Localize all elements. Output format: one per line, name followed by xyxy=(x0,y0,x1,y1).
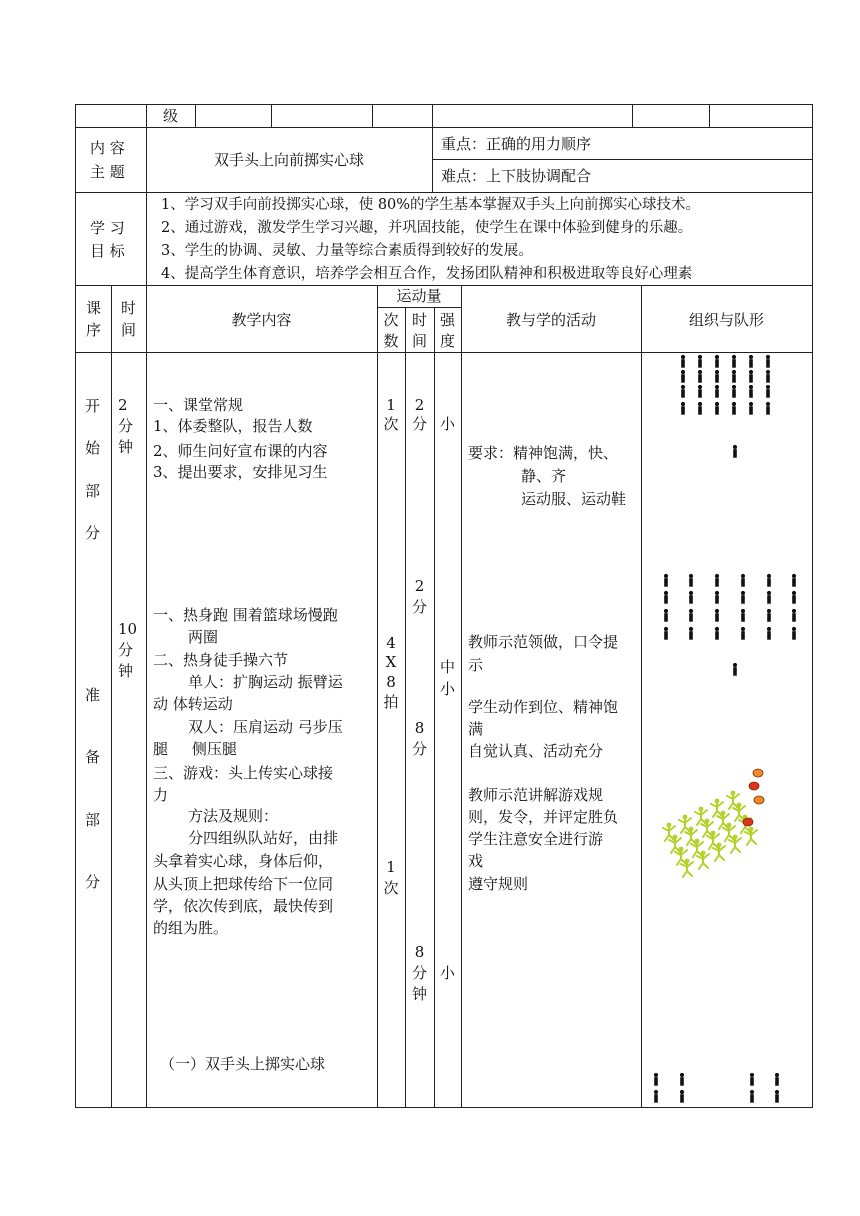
prep-content-line: 三、游戏：头上传实心球接 xyxy=(153,764,334,782)
objective-item: 4、提高学生体育意识，培养学会相互合作，发扬团队精神和积极进取等良好心理素 xyxy=(161,266,693,282)
table-rule xyxy=(271,104,272,127)
student-icon xyxy=(741,627,745,640)
start-content-line: 3、提出要求，安排见习生 xyxy=(153,463,328,481)
prep-part-char: 分 xyxy=(85,873,101,891)
student-icon xyxy=(766,355,770,368)
prep-content-line: 从头顶上把球传给下一位同 xyxy=(153,875,334,893)
teacher-icon xyxy=(733,663,737,676)
prep-time: 分 xyxy=(118,641,134,659)
prep-activity-line: 学生动作到位、精神饱 xyxy=(468,698,619,716)
header-duration-1: 时 xyxy=(411,311,427,329)
student-icon xyxy=(767,591,771,604)
table-rule xyxy=(377,307,461,308)
student-icon xyxy=(715,402,719,415)
prep-content-line: 单人：扩胸运动 振臂运 xyxy=(188,673,343,691)
header-intensity-2: 度 xyxy=(439,332,455,350)
header-organization: 组织与队形 xyxy=(688,311,764,329)
student-icon xyxy=(698,370,702,383)
prep-part-char: 备 xyxy=(85,748,101,766)
start-activity-line: 要求：精神饱满，快、 xyxy=(468,444,619,462)
table-rule xyxy=(75,104,813,105)
class-label: 级 xyxy=(163,107,179,125)
prep-content-line: 二、热身徒手操六节 xyxy=(153,651,289,669)
topic-label-line1: 内 容 xyxy=(90,139,125,157)
start-time: 钟 xyxy=(118,438,134,456)
prep-count: 拍 xyxy=(383,693,399,711)
prep-activity-line: 满 xyxy=(468,720,484,738)
main-formation xyxy=(654,1073,779,1103)
relay-game-formation xyxy=(663,769,764,877)
student-icon xyxy=(680,1073,684,1086)
student-icon xyxy=(715,591,719,604)
prep-count: 次 xyxy=(383,879,399,897)
start-part-char: 开 xyxy=(85,397,101,415)
table-rule xyxy=(432,159,813,160)
table-rule xyxy=(75,1107,813,1108)
start-part-char: 分 xyxy=(85,524,101,542)
student-icon xyxy=(654,1073,658,1086)
table-rule xyxy=(372,104,373,127)
prep-activity-line: 教师示范讲解游戏规 xyxy=(468,786,604,804)
student-icon xyxy=(741,609,745,622)
prep-activity-line: 遵守规则 xyxy=(468,875,529,893)
student-icon xyxy=(715,627,719,640)
prep-content-line: 分四组纵队站好，由排 xyxy=(188,829,339,847)
ball-icon xyxy=(743,818,753,826)
student-icon xyxy=(741,574,745,587)
topic-label-line2: 主 题 xyxy=(90,163,125,181)
student-icon xyxy=(766,385,770,398)
table-rule xyxy=(146,104,147,285)
start-content-line: 1、体委整队，报告人数 xyxy=(153,417,313,435)
student-icon xyxy=(664,627,668,640)
prep-content-line: 两圈 xyxy=(188,628,219,646)
start-duration: 2 xyxy=(414,396,425,414)
prep-duration: 分 xyxy=(411,740,427,758)
table-rule xyxy=(461,285,462,1107)
header-sequence-2: 序 xyxy=(86,321,102,339)
table-rule xyxy=(75,104,76,1107)
prep-duration: 2 xyxy=(414,577,425,595)
student-icon xyxy=(715,370,719,383)
prep-activity-line: 戏 xyxy=(468,852,484,870)
student-icon xyxy=(749,385,753,398)
student-icon xyxy=(792,574,796,587)
student-icon xyxy=(766,402,770,415)
student-icon xyxy=(732,355,736,368)
student-icon xyxy=(766,370,770,383)
header-count-2: 数 xyxy=(383,332,399,350)
start-time: 分 xyxy=(118,417,134,435)
student-icon xyxy=(715,355,719,368)
student-icon xyxy=(792,591,796,604)
student-icon xyxy=(775,1073,779,1086)
student-icon xyxy=(767,627,771,640)
student-icon xyxy=(715,385,719,398)
student-icon xyxy=(689,591,693,604)
ball-icon xyxy=(753,769,763,777)
student-icon xyxy=(750,1073,754,1086)
prep-time: 钟 xyxy=(118,662,134,680)
table-rule xyxy=(146,285,147,1107)
prep-duration: 分 xyxy=(411,964,427,982)
formation-diagram xyxy=(641,352,812,1107)
student-icon xyxy=(664,591,668,604)
ball-icon xyxy=(754,796,764,804)
student-icon xyxy=(681,385,685,398)
start-time: 2 xyxy=(118,396,128,414)
table-rule xyxy=(432,104,433,192)
student-icon xyxy=(767,609,771,622)
start-activity-line: 静、齐 xyxy=(521,467,567,485)
start-count: 次 xyxy=(383,415,399,433)
header-duration-2: 间 xyxy=(411,332,427,350)
objective-item: 3、学生的协调、灵敏、力量等综合素质得到较好的发展。 xyxy=(161,243,533,259)
student-icon xyxy=(732,385,736,398)
student-icon xyxy=(750,1090,754,1103)
header-sequence-1: 课 xyxy=(86,299,102,317)
start-duration: 分 xyxy=(411,415,427,433)
student-icon xyxy=(681,355,685,368)
start-content-line: 一、课堂常规 xyxy=(153,396,244,414)
prep-content-line: 腿 侧压腿 xyxy=(153,740,237,758)
prep-content-line: 动 体转运动 xyxy=(153,695,233,713)
table-rule xyxy=(75,127,813,128)
prep-activity-line: 学生注意安全进行游 xyxy=(468,830,604,848)
start-part-char: 始 xyxy=(85,439,101,457)
student-icon xyxy=(749,402,753,415)
table-rule xyxy=(195,104,196,127)
prep-content-line: 方法及规则： xyxy=(188,807,279,825)
prep-activity-line: 自觉认真、活动充分 xyxy=(468,742,604,760)
header-activities: 教与学的活动 xyxy=(505,311,596,329)
student-icon xyxy=(681,370,685,383)
prep-count: 1 xyxy=(386,858,396,876)
table-rule xyxy=(111,285,112,1107)
start-content-line: 2、师生问好宣布课的内容 xyxy=(153,442,328,460)
prep-count: 4 xyxy=(386,634,396,652)
header-intensity-1: 强 xyxy=(439,311,455,329)
objectives-label-line1: 学 习 xyxy=(90,219,125,237)
table-rule xyxy=(632,104,633,127)
prep-intensity: 中 xyxy=(439,658,455,676)
start-formation xyxy=(681,355,770,458)
student-icon xyxy=(792,627,796,640)
header-count-1: 次 xyxy=(383,311,399,329)
header-time-1: 时 xyxy=(121,299,137,317)
objectives-label-line2: 目 标 xyxy=(90,242,125,260)
student-icon xyxy=(715,574,719,587)
student-icon xyxy=(689,627,693,640)
prep-content-line: 头拿着实心球，身体后仰， xyxy=(153,852,334,870)
student-icon xyxy=(767,574,771,587)
student-icon xyxy=(732,402,736,415)
header-load: 运动量 xyxy=(396,287,442,305)
prep-duration: 8 xyxy=(414,719,425,737)
table-rule xyxy=(812,104,813,1107)
student-icon xyxy=(689,609,693,622)
start-part-char: 部 xyxy=(85,482,101,500)
warmup-formation xyxy=(664,574,796,676)
student-icon xyxy=(698,355,702,368)
student-icon xyxy=(654,1090,658,1103)
prep-duration: 分 xyxy=(411,598,427,616)
prep-content-line: 力 xyxy=(153,786,169,804)
student-icon xyxy=(664,574,668,587)
table-rule xyxy=(75,192,813,193)
student-icon xyxy=(792,609,796,622)
table-rule xyxy=(709,104,710,127)
prep-time: 10 xyxy=(118,620,138,638)
student-icon xyxy=(680,1090,684,1103)
prep-content-line: 一、热身跑 围着篮球场慢跑 xyxy=(153,606,338,624)
prep-duration: 钟 xyxy=(411,985,427,1003)
prep-intensity: 小 xyxy=(439,680,455,698)
teacher-icon xyxy=(733,445,737,458)
student-icon xyxy=(698,402,702,415)
prep-intensity: 小 xyxy=(439,964,455,982)
student-icon xyxy=(664,609,668,622)
student-icon xyxy=(732,370,736,383)
start-activity-line: 运动服、运动鞋 xyxy=(521,490,627,508)
start-intensity: 小 xyxy=(439,415,455,433)
student-icon xyxy=(749,370,753,383)
objective-item: 2、通过游戏，激发学生学习兴趣，并巩固技能，使学生在课中体验到健身的乐趣。 xyxy=(161,220,693,236)
student-icon xyxy=(715,609,719,622)
student-icon xyxy=(749,355,753,368)
lesson-title: 双手头上向前掷实心球 xyxy=(213,151,364,169)
start-count: 1 xyxy=(386,396,396,414)
ball-icon xyxy=(749,782,759,790)
difficulty: 难点：上下肢协调配合 xyxy=(441,167,592,185)
prep-content-line: 双人：压肩运动 弓步压 xyxy=(188,718,343,736)
prep-activity-line: 教师示范领做，口令提 xyxy=(468,633,619,651)
prep-count: X xyxy=(385,653,397,671)
prep-activity-line: 则，发令，并评定胜负 xyxy=(468,808,619,826)
header-content: 教学内容 xyxy=(231,311,292,329)
prep-duration: 8 xyxy=(414,943,425,961)
main-content-heading: （一）双手头上掷实心球 xyxy=(160,1055,326,1073)
prep-activity-line: 示 xyxy=(468,656,484,674)
prep-part-char: 准 xyxy=(85,686,101,704)
prep-count: 8 xyxy=(386,673,396,691)
prep-part-char: 部 xyxy=(85,811,101,829)
student-icon xyxy=(681,402,685,415)
objective-item: 1、学习双手向前投掷实心球，使 80%的学生基本掌握双手头上向前掷实心球技术。 xyxy=(161,197,701,213)
student-icon xyxy=(689,574,693,587)
prep-content-line: 的组为胜。 xyxy=(153,919,229,937)
student-icon xyxy=(741,591,745,604)
prep-content-line: 学，依次传到底，最快传到 xyxy=(153,897,334,915)
header-time-2: 间 xyxy=(121,321,137,339)
student-icon xyxy=(775,1090,779,1103)
key-point: 重点：正确的用力顺序 xyxy=(441,135,592,153)
student-icon xyxy=(698,385,702,398)
